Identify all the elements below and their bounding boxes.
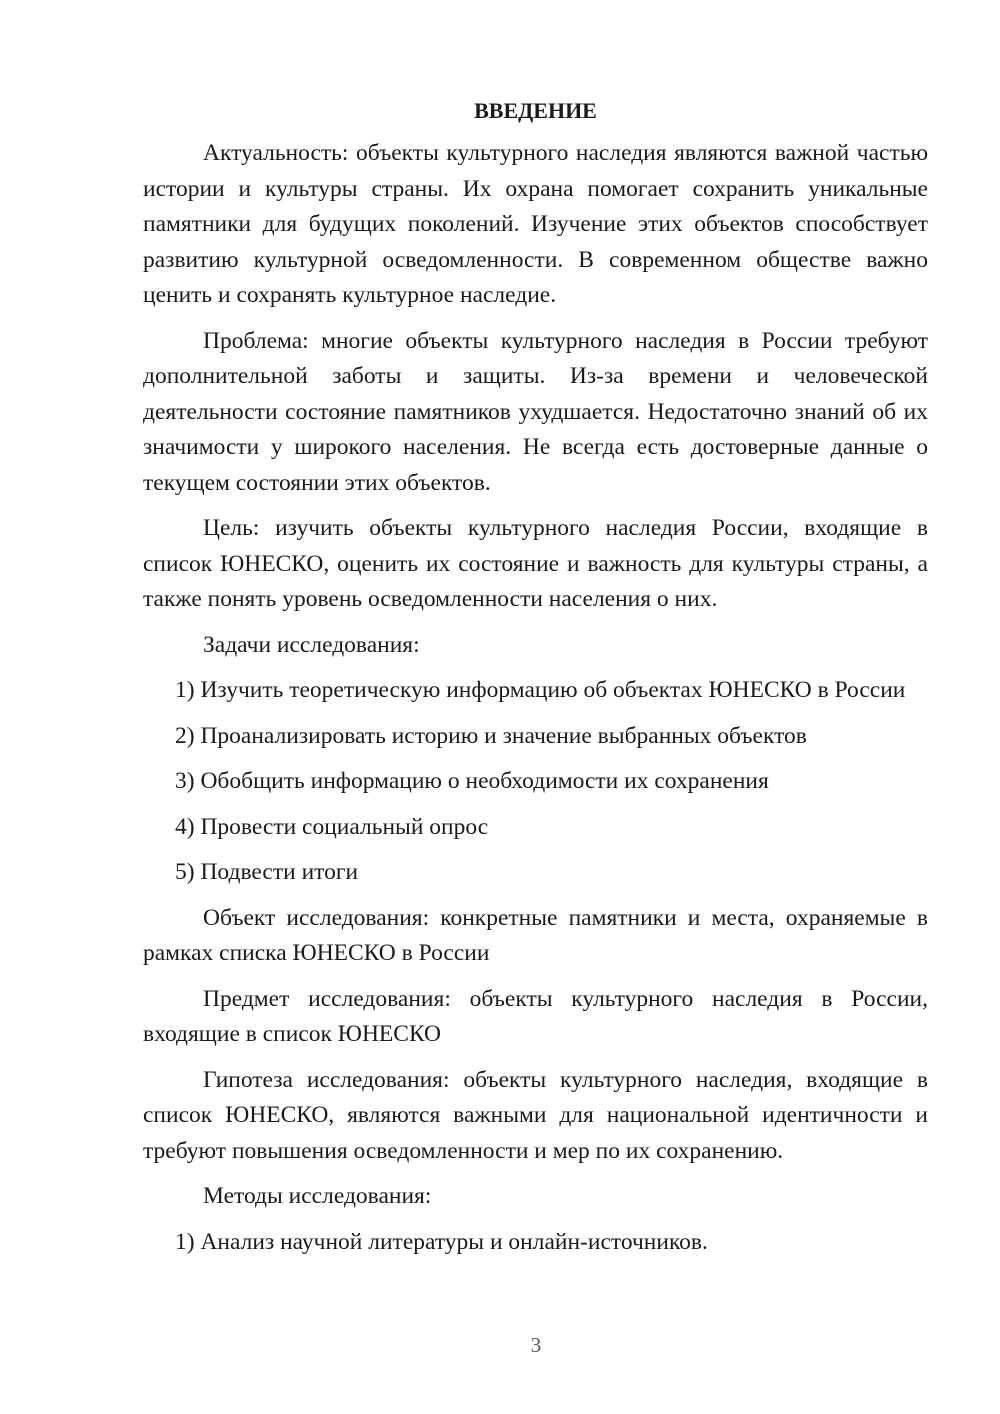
task-item: 4) Провести социальный опрос	[175, 813, 489, 840]
paragraph-hypothesis: Гипотеза исследования: объекты культурного наследия, входящие в список ЮНЕСКО, являются важными для национальной идентичности и требуют повышения осведомленности и мер по их сохранению.	[143, 1066, 928, 1164]
paragraph-goal: Цель: изучить объекты культурного наследия России, входящие в список ЮНЕСКО, оценить их состояние и важность для культуры страны, а также понять уровень осведомленности населения о них.	[143, 515, 928, 612]
task-item: 3) Обобщить информацию о необходимости их сохранения	[175, 768, 769, 794]
tasks-heading: Задачи исследования:	[203, 631, 420, 658]
task-item: 1) Изучить теоретическую информацию об объектах ЮНЕСКО в России	[175, 677, 906, 703]
task-item: 2) Проанализировать историю и значение выбранных объектов	[175, 722, 807, 749]
page-number: 3	[530, 1333, 542, 1357]
paragraph-object: Объект исследования: конкретные памятники и места, охраняемые в рамках списка ЮНЕСКО в России	[143, 904, 928, 966]
methods-heading: Методы исследования:	[203, 1183, 432, 1209]
page-title: ВВЕДЕНИЕ	[474, 98, 597, 123]
method-item: 1) Анализ научной литературы и онлайн-источников.	[175, 1228, 708, 1255]
task-item: 5) Подвести итоги	[175, 859, 359, 885]
page-content	[143, 96, 928, 1270]
paragraph-problem: Проблема: многие объекты культурного наследия в России требуют дополнительной заботы и защиты. Из-за времени и человеческой деятельности состояние памятников ухудшается. Недостаточно знаний об их значимости у широкого населения. Не всегда есть достоверные данные о текущем состоянии этих объектов.	[143, 327, 928, 496]
paragraph-subject: Предмет исследования: объекты культурного наследия в России, входящие в список ЮНЕСКО	[143, 985, 928, 1047]
paragraph-relevance: Актуальность: объекты культурного наследия являются важной частью истории и культуры страны. Их охрана помогает сохранить уникальные памятники для будущих поколений. Изучение этих объектов способствует развитию культурной осведомленности. В современном обществе важно ценить и сохранять культурное наследие.	[143, 140, 928, 308]
